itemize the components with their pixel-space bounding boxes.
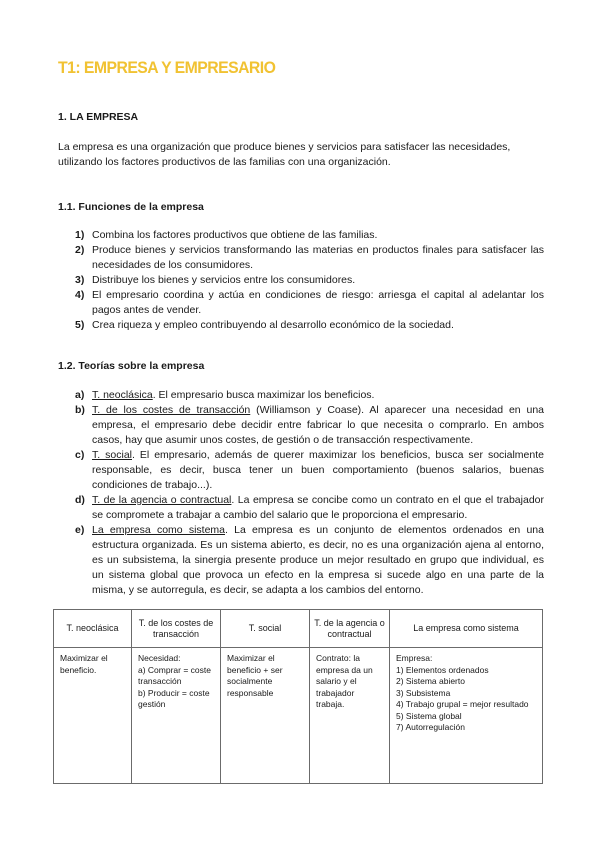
table-row [54, 648, 543, 784]
list-item: 5) Crea riqueza y empleo contribuyendo al desarrollo económico de la sociedad. [75, 319, 454, 331]
table-header-cell: T. social [221, 610, 310, 648]
table-header-cell: La empresa como sistema [390, 610, 543, 648]
list-item: a) T. neoclásica. El empresario busca maximizar los beneficios. [75, 389, 375, 401]
list-item: c) T. social. El empresario, además de querer maximizar los beneficios, busca ser socialmente responsable, es decir, busca tener un buen comportamiento (buenos salarios, buenas condiciones de trabajo...). [75, 449, 544, 491]
table-header-cell: T. neoclásica [54, 610, 132, 648]
table-cell: Maximizar el beneficio. [54, 648, 132, 784]
list-item: d) T. de la agencia o contractual. La empresa se concibe como un contrato en el que el trabajador se compromete a trabajar a cambio del salario que le proporciona el empresario. [75, 494, 544, 521]
table-cell: Contrato: la empresa da un salario y el trabajador trabaja. [310, 648, 390, 784]
subsection-heading-funciones: 1.1. Funciones de la empresa [58, 201, 204, 213]
table-header-row [54, 610, 543, 648]
theory-term: T. social [92, 449, 132, 461]
theory-term: T. de los costes de transacción [92, 404, 251, 416]
list-item: e) La empresa como sistema. La empresa es un conjunto de elementos ordenados en una estructura organizada. Es un sistema abierto, es decir, no es una organización ajena al entorno, es un subsistema, la sinergia presente produce un mejor resultado en grupo que individual, es un sistema global que provoca un efecto en la empresa si sucede algo en una parte de la misma, y se autorregula, es decir, se adapta a los cambios del entorno. [75, 524, 544, 596]
list-item: 2) Produce bienes y servicios transformando las materias en productos finales para satisfacer las necesidades de los consumidores. [75, 244, 544, 271]
table-cell: Necesidad: a) Comprar = coste transacción b) Producir = coste gestión [132, 648, 221, 784]
table-header-cell: T. de la agencia o contractual [310, 610, 390, 648]
list-item: 4) El empresario coordina y actúa en condiciones de riesgo: arriesga el capital al adelantar los pagos antes de vender. [75, 289, 544, 316]
theories-summary-table [53, 609, 543, 784]
list-item: 3) Distribuye los bienes y servicios entre los consumidores. [75, 274, 356, 286]
document-title: T1: EMPRESA Y EMPRESARIO [58, 58, 276, 77]
section-heading-la-empresa: 1. LA EMPRESA [58, 111, 139, 123]
subsection-heading-teorias: 1.2. Teorías sobre la empresa [58, 360, 205, 372]
intro-paragraph: La empresa es una organización que produce bienes y servicios para satisfacer las necesidades, utilizando los factores productivos de las familias con una organización. [58, 141, 511, 168]
list-item: 1) Combina los factores productivos que obtiene de las familias. [75, 229, 378, 241]
table-cell: Empresa: 1) Elementos ordenados 2) Sistema abierto 3) Subsistema 4) Trabajo grupal = mejor resultado 5) Sistema global 7) Autorregulación [390, 648, 543, 784]
table-header-cell: T. de los costes de transacción [132, 610, 221, 648]
theory-term: T. neoclásica [92, 389, 153, 401]
table-cell: Maximizar el beneficio + ser socialmente responsable [221, 648, 310, 784]
theory-term: La empresa como sistema [92, 524, 226, 536]
list-item: b) T. de los costes de transacción (Williamson y Coase). Al aparecer una necesidad en una empresa, el empresario debe decidir entre fabricar lo que necesita o comprarlo. En ambos casos, hay que asumir unos costes, de gestión o de transacción respectivamente. [75, 404, 545, 446]
theory-term: T. de la agencia o contractual [92, 494, 232, 506]
functions-list [58, 228, 544, 333]
theories-list [58, 388, 544, 598]
